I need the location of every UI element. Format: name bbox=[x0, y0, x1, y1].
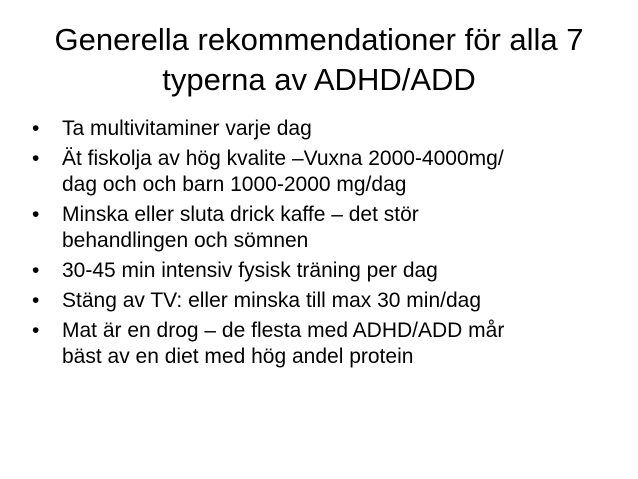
slide-title-line: typerna av ADHD/ADD bbox=[162, 62, 476, 97]
bullet-text bbox=[62, 202, 608, 254]
bullet-item bbox=[30, 288, 608, 314]
bullet-dot-icon: • bbox=[32, 319, 40, 342]
bullet-item bbox=[30, 146, 608, 198]
bullet-text-line: behandlingen och sömnen bbox=[62, 229, 309, 252]
bullet-text bbox=[62, 288, 608, 314]
bullet-dot-icon: • bbox=[32, 289, 40, 312]
bullet-dot-icon: • bbox=[32, 203, 40, 226]
bullet-list bbox=[30, 116, 608, 374]
bullet-text-line: 30-45 min intensiv fysisk träning per dag bbox=[62, 259, 438, 282]
bullet-dot-icon: • bbox=[32, 117, 40, 140]
bullet-text bbox=[62, 318, 608, 370]
bullet-text bbox=[62, 116, 608, 142]
bullet-dot-icon: • bbox=[32, 259, 40, 282]
bullet-text-line: Ta multivitaminer varje dag bbox=[62, 117, 312, 140]
bullet-item bbox=[30, 202, 608, 254]
bullet-item bbox=[30, 318, 608, 370]
bullet-item bbox=[30, 258, 608, 284]
bullet-dot-icon: • bbox=[32, 147, 40, 170]
bullet-text-line: Mat är en drog – de flesta med ADHD/ADD mår bbox=[62, 319, 505, 342]
bullet-text-line: Stäng av TV: eller minska till max 30 min/dag bbox=[62, 289, 482, 312]
bullet-text-line: dag och och barn 1000-2000 mg/dag bbox=[62, 173, 407, 196]
bullet-text bbox=[62, 146, 608, 198]
slide-title-line: Generella rekommendationer för alla 7 bbox=[54, 22, 584, 57]
bullet-text bbox=[62, 258, 608, 284]
bullet-text-line: bäst av en diet med hög andel protein bbox=[62, 345, 414, 368]
bullet-item bbox=[30, 116, 608, 142]
bullet-text-line: Ät fiskolja av hög kvalite –Vuxna 2000-4000mg/ bbox=[62, 147, 504, 170]
bullet-text-line: Minska eller sluta drick kaffe – det stör bbox=[62, 203, 419, 226]
slide-title bbox=[20, 20, 618, 100]
